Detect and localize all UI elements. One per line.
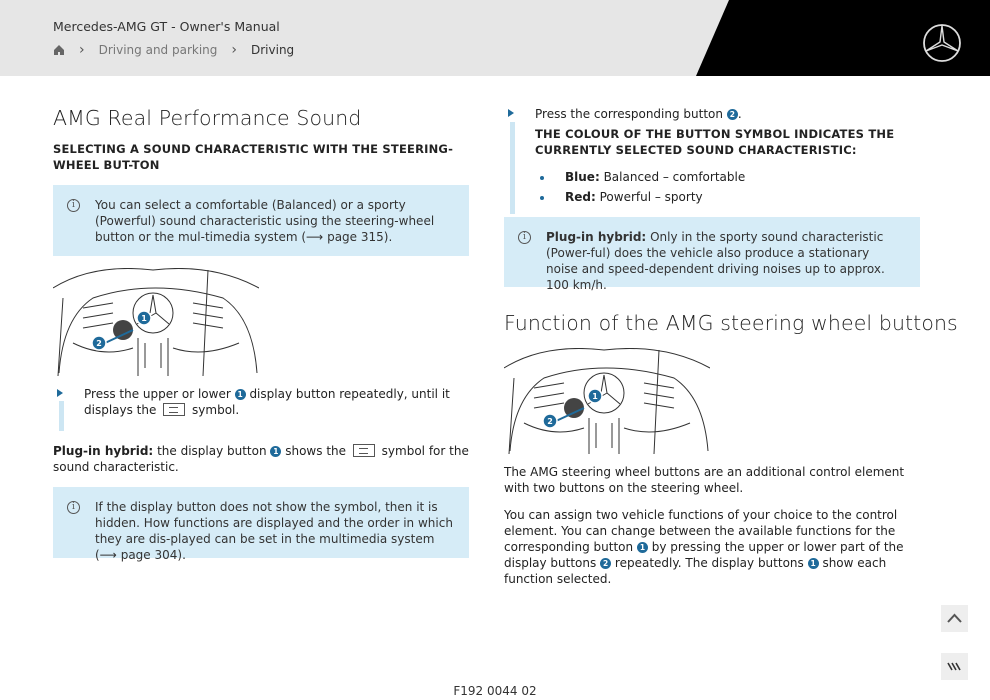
button-marker-1: 1 <box>808 558 819 569</box>
plugin-text-part: shows the <box>285 444 347 458</box>
step-arrow-icon <box>57 389 63 397</box>
bullet-text: Powerful – sporty <box>599 190 703 204</box>
section-title: Function of the AMG steering wheel buttons <box>504 311 958 335</box>
step-text-part: . <box>737 107 742 121</box>
marker-label: 2 <box>96 339 102 348</box>
header-bar <box>0 0 990 76</box>
paragraph-part: You can assign two vehicle functions of your choice to the control element. You can change between the available functions for the corresponding button <box>504 508 898 554</box>
info-box <box>504 217 920 292</box>
chevron-right-icon: › <box>79 42 85 58</box>
description-paragraph: The AMG steering wheel buttons are an additional control element with two buttons on the steering wheel. <box>504 465 905 495</box>
info-box <box>53 185 469 256</box>
button-marker-1: 1 <box>637 542 648 553</box>
chevron-right-icon: › <box>231 42 237 58</box>
step-text <box>84 386 469 418</box>
step-text-part: display button repeatedly, until it displays the <box>84 387 450 417</box>
paragraph-part: show each function selected. <box>504 556 887 586</box>
step-text-part: Press the upper or lower <box>84 387 231 401</box>
marker-label: 1 <box>592 392 598 401</box>
bullet-item-red <box>565 189 703 205</box>
info-text: If the display button does not show the symbol, then it is hidden. How functions are displayed and the order in which they are dis-played can be set in the multimedia system (⟶ page 304). <box>95 500 453 562</box>
info-text-part: Only in the sporty sound characteristic (Power-ful) does the vehicle also produce a stationary noise and speed-dependent driving noises up to approx. 100 km/h. <box>546 230 885 292</box>
button-marker-2: 2 <box>727 109 738 120</box>
bullet-text: Balanced – comfortable <box>603 170 746 184</box>
page-title: AMG Real Performance Sound <box>53 106 362 130</box>
info-text <box>546 229 904 293</box>
header-black-panel <box>0 0 990 76</box>
bullet-label: Red: <box>565 190 596 204</box>
plugin-hybrid-note <box>53 443 469 475</box>
scroll-to-top-button[interactable] <box>941 605 968 632</box>
plugin-text-part: symbol for the sound characteristic. <box>53 444 469 474</box>
breadcrumb-item-driving-and-parking[interactable]: Driving and parking <box>98 43 218 57</box>
paragraph-part: repeatedly. The display buttons <box>614 556 804 570</box>
bullet-item-blue <box>565 169 745 185</box>
info-box <box>53 487 469 562</box>
step-bar <box>510 122 515 214</box>
button-marker-1: 1 <box>235 389 246 400</box>
marker-label: 1 <box>141 314 147 323</box>
info-text: You can select a comfortable (Balanced) or a sporty (Powerful) sound characteristic using the steering-wheel button or the mul-timedia system (⟶ page 315). <box>95 198 435 244</box>
mercedes-star-logo <box>922 23 962 63</box>
step-arrow-icon <box>508 109 514 117</box>
info-icon: i <box>67 501 80 514</box>
plugin-label: Plug-in hybrid: <box>53 444 154 458</box>
paragraph-part: by pressing the upper or lower part of the display buttons <box>504 540 904 570</box>
figure-code: F192 0044 02 <box>453 684 537 698</box>
step-bar <box>59 401 64 431</box>
sound-symbol-icon <box>353 444 375 457</box>
step-text <box>535 106 925 122</box>
steering-wheel-illustration <box>53 268 259 376</box>
plugin-text-part: the display button <box>157 444 267 458</box>
steering-wheel-illustration <box>504 348 710 454</box>
section-heading: SELECTING A SOUND CHARACTERISTIC WITH THE STEERING-WHEEL BUT-TON <box>53 142 454 172</box>
chevron-up-icon <box>941 605 968 632</box>
marker-label: 2 <box>547 417 553 426</box>
amg-logo-icon <box>941 653 968 680</box>
colour-heading: THE COLOUR OF THE BUTTON SYMBOL INDICATES THE CURRENTLY SELECTED SOUND CHARACTERISTIC: <box>535 127 895 157</box>
breadcrumb <box>53 42 294 58</box>
sound-symbol-icon <box>163 403 185 416</box>
description-paragraph <box>504 507 920 587</box>
info-icon: i <box>67 199 80 212</box>
brand-menu-button[interactable] <box>941 653 968 680</box>
document-title: Mercedes-AMG GT - Owner's Manual <box>53 19 280 34</box>
bullet-icon <box>540 176 544 180</box>
info-icon: i <box>518 231 531 244</box>
bullet-icon <box>540 196 544 200</box>
info-label: Plug-in hybrid: <box>546 230 647 244</box>
bullet-label: Blue: <box>565 170 600 184</box>
home-icon[interactable] <box>53 44 65 56</box>
button-marker-1: 1 <box>270 446 281 457</box>
step-text-part: Press the corresponding button <box>535 107 724 121</box>
step-text-part: symbol. <box>192 403 240 417</box>
breadcrumb-item-driving: Driving <box>251 43 295 57</box>
button-marker-2: 2 <box>600 558 611 569</box>
